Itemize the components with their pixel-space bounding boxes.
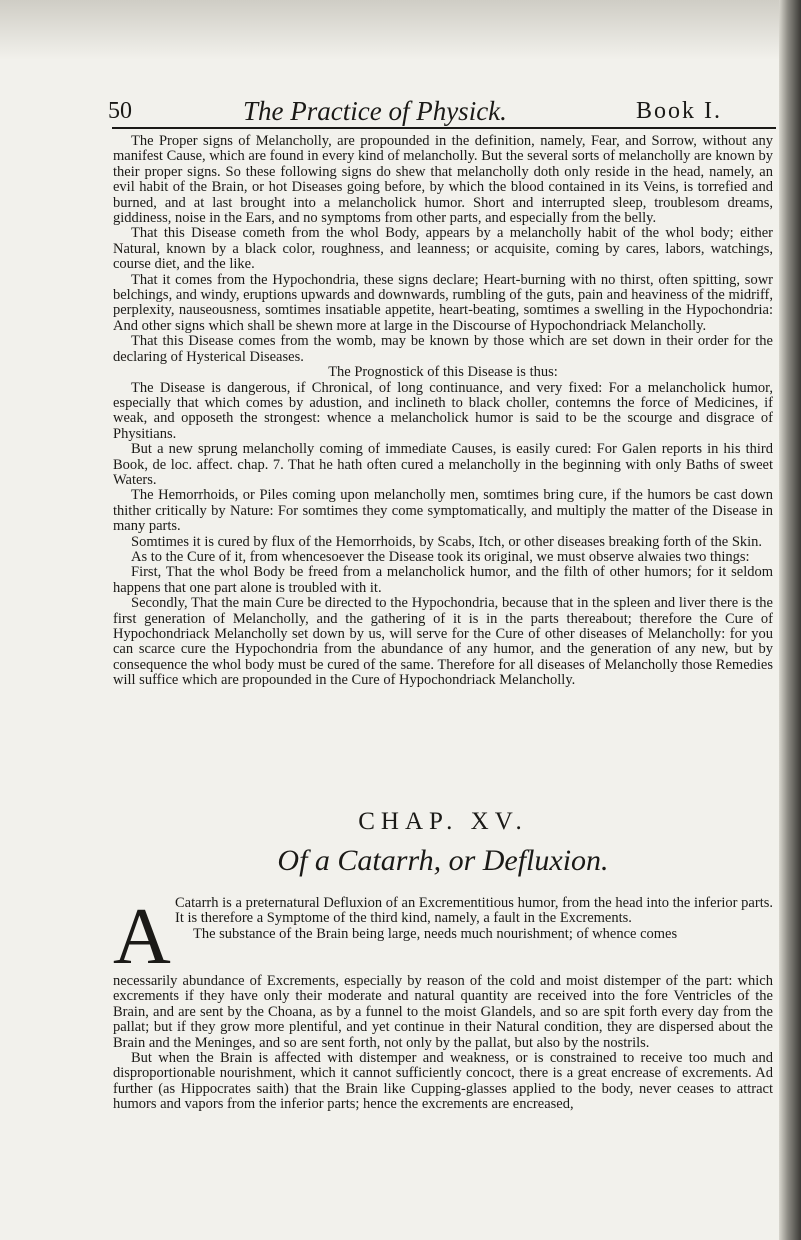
paragraph: Somtimes it is cured by flux of the Hemorrhoids, by Scabs, Itch, or other diseases breaking forth of the Skin.	[131, 533, 763, 550]
running-header	[108, 96, 780, 126]
running-title: The Practice of Physick.	[243, 96, 507, 126]
lead-paragraph: Catarrh is a preternatural Defluxion of an Excrementitious humor, from the head into the inferior parts. It is therefore a Symptome of the third kind, namely, a fault in the Excrements.	[175, 895, 773, 927]
paragraph: The Disease is dangerous, if Chronical, of long continuance, and very fixed: For a melancholick humor, especially that which comes by adustion, and inclineth to black choller, contemns the force of Medicines, if weak, and opposeth the strongest: whence a melancholick humor is said to be the scourge and disgrace of Physitians.	[113, 379, 773, 442]
paragraph: necessarily abundance of Excrements, especially by reason of the cold and moist distemper of the part: which excrements if they have only their moderate and natural quantity are received into the fore Ventricles of the Brain, and are sent by the Choana, as by a funnel to the moist Glandels, and so are spit forth every day from the pallat; but if they grow more plentiful, and yet continue in their Natural condition, they are dispersed about the Brain and the Meninges, and so are sent forth, not only by the pallat, but also by the nostrils.	[113, 973, 773, 1051]
page-top-shadow	[0, 0, 801, 60]
paragraph: That it comes from the Hypochondria, these signs declare; Heart-burning with no thirst, often spitting, sowr belchings, and windy, eruptions upwards and downwards, rumbling of the guts, pain and heaviness of the midriff, perplexity, nauseousness, somtimes insatiable appetite, heart-beating, somtimes a swelling in the Hypochondria: And other signs which shall be shewn more at large in the Discourse of Hypochondriack Melancholly.	[113, 271, 773, 334]
header-rule	[112, 127, 776, 129]
chapter-number: CHAP. XV.	[358, 808, 528, 835]
catarrh-body-text	[113, 974, 773, 1113]
catarrh-lead-text	[113, 896, 773, 942]
subheading-prognostick: The Prognostick of this Disease is thus:	[328, 364, 558, 381]
page-gutter-edge	[779, 0, 801, 1240]
book-label: Book I.	[636, 98, 722, 124]
page-number: 50	[108, 98, 132, 124]
signs-of-melancholly-text	[113, 134, 773, 689]
paragraph: But a new sprung melancholly coming of immediate Causes, is easily cured: For Galen reports in his third Book, de loc. affect. chap. 7. That he hath often cured a melancholly in the beginning with only Baths of sweet Waters.	[113, 441, 773, 488]
chapter-title: Of a Catarrh, or Defluxion.	[277, 844, 609, 877]
paragraph: First, That the whol Body be freed from a melancholick humor, and the filth of other humors; for it seldom happens that one part alone is troubled with it.	[113, 564, 773, 596]
paragraph: But when the Brain is affected with distemper and weakness, or is constrained to receive too much and disproportionable nourishment, which it cannot sufficiently concoct, there is a great encrease of excrements. Ad further (as Hippocrates saith) that the Brain like Cupping-glasses applied to the body, never ceases to attract humors and vapors from the inferior parts; hence the excrements are encreased,	[113, 1050, 773, 1113]
paragraph: As to the Cure of it, from whencesoever the Disease took its original, we must observe alwaies two things:	[131, 548, 750, 565]
paragraph: The Hemorrhoids, or Piles coming upon melancholly men, somtimes bring cure, if the humors be cast down thither critically by Nature: For somtimes they come symptomatically, and multiply the matter of the Disease in many parts.	[113, 487, 773, 535]
paragraph: That this Disease comes from the womb, may be known by those which are set down in their order for the declaring of Hysterical Diseases.	[113, 333, 773, 365]
paragraph: Secondly, That the main Cure be directed to the Hypochondria, because that in the spleen and liver there is the first generation of Melancholly, and the gathering of it is in the parts thereabout; therefore the Cure of Hypochondriack Melancholly set down by us, will serve for the Cure of other diseases of Melancholly: for you can scarce cure the Hypochondria from the abundance of any humor, and the generation of any new, but by consequence the whol body must be cured of the same. Therefore for all diseases of Melancholly those Remedies will suffice which are propounded in the Cure of Hypochondriack Melancholly.	[113, 595, 773, 689]
paragraph: The Proper signs of Melancholly, are propounded in the definition, namely, Fear, and Sorrow, without any manifest Cause, which are found in every kind of melancholly. But the several sorts of melancholly are known by their proper signs. So these following signs do shew that melancholly doth only reside in the head, namely, an evil habit of the Brain, or hot Diseases going before, by which the blood contained in its Veins, is torrefied and burned, and at last brought into a melancholick humor. Short and interrupted sleep, troublesom dreams, giddiness, noise in the Ears, and no symptoms from other parts, and especially from the belly.	[113, 133, 773, 227]
drop-cap: A	[113, 893, 171, 981]
lead-paragraph-2: The substance of the Brain being large, needs much nourishment; of whence comes	[193, 925, 678, 942]
paragraph: That this Disease cometh from the whol Body, appears by a melancholly habit of the whol body; either Natural, known by a black color, roughness, and leanness; or acquisite, coming by cares, labors, watchings, course diet, and the like.	[113, 225, 773, 273]
